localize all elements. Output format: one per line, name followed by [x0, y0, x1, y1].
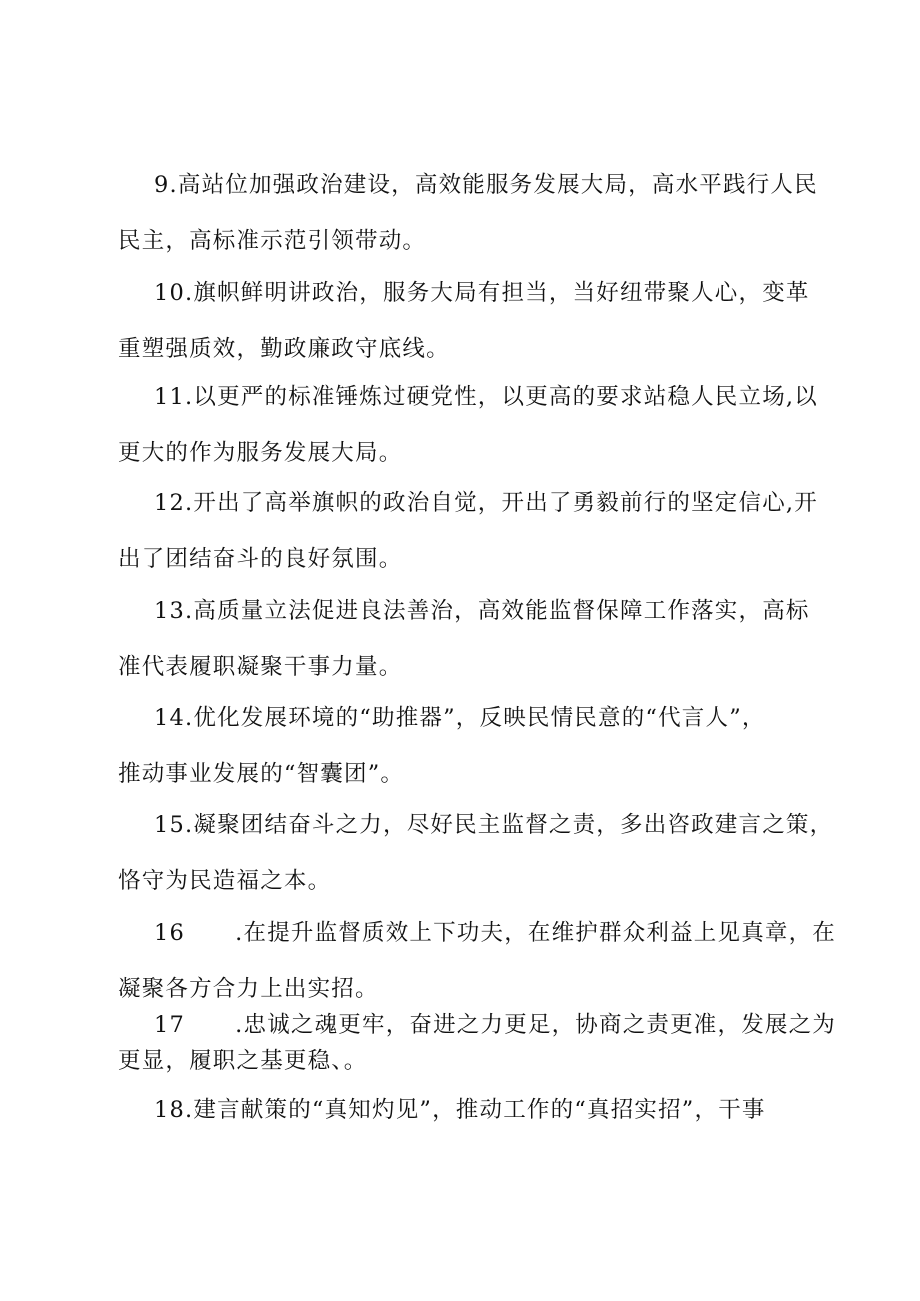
list-item-continuation: 更大的作为服务发展大局。: [118, 440, 403, 466]
list-item-continuation: 出了团结奋斗的良好氛围。: [118, 546, 403, 572]
list-item-17: [118, 1007, 837, 1079]
item-text: 旗帜鲜明讲政治，服务大局有担当，当好纽带聚人心，变革: [193, 280, 810, 306]
list-item-10: [118, 265, 818, 377]
list-item-first-line: [118, 690, 818, 746]
item-number: 16: [154, 920, 186, 946]
list-item-continuation: 更显，履职之基更稳、。: [118, 1048, 368, 1074]
list-item-continuation: 准代表履职凝聚干事力量。: [118, 654, 403, 680]
list-item-first-line: [118, 157, 818, 213]
item-separator: .: [185, 280, 194, 306]
list-item-13: [118, 583, 818, 695]
list-item-first-line: [118, 265, 818, 321]
item-text: 凝聚团结奋斗之力，尽好民主监督之责，多出咨政建言之策，: [193, 812, 834, 838]
item-text: 在提升监督质效上下功夫，在维护群众利益上见真章，在: [243, 920, 837, 946]
item-number: 14: [154, 705, 186, 731]
item-text: 忠诚之魂更牢，奋进之力更足，协商之责更准，发展之为: [243, 1012, 837, 1038]
item-number: 11: [154, 384, 186, 410]
item-separator: .: [185, 598, 194, 624]
list-item-18: [118, 1082, 818, 1138]
list-item-11: [118, 369, 818, 481]
item-number: 17: [154, 1012, 186, 1038]
list-item-15: [118, 797, 834, 909]
list-item-9: [118, 157, 818, 269]
list-item-first-line: [118, 905, 837, 961]
item-separator: .: [185, 384, 194, 410]
item-text: 建言献策的“真知灼见”，推动工作的“真招实招”，干事: [193, 1097, 766, 1123]
list-item-continuation: 重塑强质效，勤政廉政守底线。: [118, 336, 450, 362]
item-number: 10: [154, 280, 186, 306]
list-item-first-line: [118, 475, 818, 531]
list-item-first-line: [118, 583, 818, 639]
list-item-continuation: 凝聚各方合力上出实招。: [118, 976, 379, 1002]
item-number: 9: [154, 172, 170, 198]
item-separator: .: [185, 1012, 244, 1038]
item-separator: .: [185, 490, 194, 516]
item-separator: .: [169, 172, 178, 198]
item-separator: .: [185, 705, 194, 731]
item-number: 15: [154, 812, 186, 838]
item-text: 高质量立法促进良法善治，高效能监督保障工作落实，高标: [193, 598, 810, 624]
list-item-14: [118, 690, 818, 802]
item-separator: .: [185, 920, 244, 946]
item-number: 18: [154, 1097, 186, 1123]
item-number: 12: [154, 490, 186, 516]
item-text: 高站位加强政治建设，高效能服务发展大局，高水平践行人民: [177, 172, 818, 198]
item-separator: .: [185, 1097, 194, 1123]
list-item-first-line: [118, 1007, 837, 1043]
list-item-first-line: [118, 797, 834, 853]
list-item-16: [118, 905, 837, 1017]
list-item-continuation: 推动事业发展的“智囊团”。: [118, 761, 405, 787]
list-item-first-line: [118, 1082, 818, 1138]
list-item-continuation: 民主，高标准示范引领带动。: [118, 228, 427, 254]
item-number: 13: [154, 598, 186, 624]
list-item-first-line: [118, 369, 818, 425]
list-item-continuation: 恪守为民造福之本。: [118, 868, 332, 894]
item-text: 开出了高举旗帜的政治自觉，开出了勇毅前行的坚定信心,开: [193, 490, 818, 516]
item-text: 以更严的标准锤炼过硬党性，以更高的要求站稳人民立场,以: [193, 384, 818, 410]
item-separator: .: [185, 812, 194, 838]
item-text: 优化发展环境的“助推器”，反映民情民意的“代言人”，: [193, 705, 766, 731]
list-item-12: [118, 475, 818, 587]
